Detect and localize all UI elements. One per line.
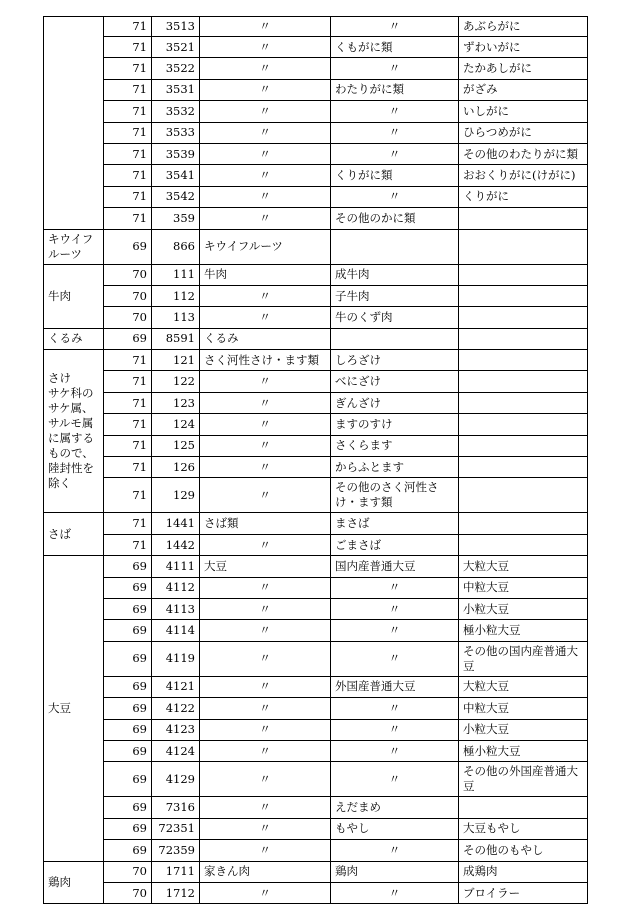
table-row xyxy=(44,577,588,598)
table-body xyxy=(44,17,588,904)
table-row xyxy=(44,208,588,229)
table-row xyxy=(44,350,588,371)
statistics-code-cell: 71 xyxy=(104,435,152,456)
category-cell: 〃 xyxy=(200,797,331,818)
variety-cell: くりがに xyxy=(459,186,588,207)
statistics-code-cell: 71 xyxy=(104,513,152,534)
subcategory-cell: 成牛肉 xyxy=(331,264,459,285)
statistics-code-cell: 69 xyxy=(104,740,152,761)
category-cell: 〃 xyxy=(200,414,331,435)
category-cell: 〃 xyxy=(200,285,331,306)
item-code-cell: 3533 xyxy=(152,122,200,143)
statistics-code-cell: 71 xyxy=(104,414,152,435)
table-row xyxy=(44,797,588,818)
variety-cell xyxy=(459,350,588,371)
item-code-cell: 122 xyxy=(152,371,200,392)
subcategory-cell: くもがに類 xyxy=(331,37,459,58)
statistics-code-cell: 69 xyxy=(104,556,152,577)
table-row xyxy=(44,620,588,641)
table-row xyxy=(44,762,588,797)
subcategory-cell xyxy=(331,229,459,264)
item-code-cell: 3539 xyxy=(152,143,200,164)
subcategory-cell: 〃 xyxy=(331,17,459,37)
statistics-code-cell: 71 xyxy=(104,37,152,58)
category-cell: 〃 xyxy=(200,58,331,79)
table-row xyxy=(44,101,588,122)
subcategory-cell: 〃 xyxy=(331,740,459,761)
statistics-code-cell: 71 xyxy=(104,17,152,37)
table-row xyxy=(44,229,588,264)
variety-cell: いしがに xyxy=(459,101,588,122)
table-row xyxy=(44,392,588,413)
item-code-cell: 4113 xyxy=(152,598,200,619)
statistics-code-cell: 71 xyxy=(104,208,152,229)
item-code-cell: 1711 xyxy=(152,861,200,882)
table-row xyxy=(44,719,588,740)
item-code-cell: 4129 xyxy=(152,762,200,797)
category-cell: 〃 xyxy=(200,598,331,619)
variety-cell: 大粒大豆 xyxy=(459,556,588,577)
item-code-cell: 4119 xyxy=(152,641,200,676)
variety-cell xyxy=(459,797,588,818)
table-row xyxy=(44,457,588,478)
statistics-code-cell: 71 xyxy=(104,122,152,143)
item-name-cell: キウイフルーツ xyxy=(44,229,104,264)
table-row xyxy=(44,818,588,839)
variety-cell xyxy=(459,328,588,349)
variety-cell: 大粒大豆 xyxy=(459,676,588,697)
category-cell: 家きん肉 xyxy=(200,861,331,882)
table-row xyxy=(44,840,588,861)
item-code-cell: 7316 xyxy=(152,797,200,818)
item-code-cell: 113 xyxy=(152,307,200,328)
variety-cell: ひらつめがに xyxy=(459,122,588,143)
item-code-cell: 112 xyxy=(152,285,200,306)
statistics-code-cell: 71 xyxy=(104,478,152,513)
variety-cell xyxy=(459,307,588,328)
subcategory-cell: ぎんざけ xyxy=(331,392,459,413)
table-row xyxy=(44,143,588,164)
item-code-cell: 111 xyxy=(152,264,200,285)
item-name-cell: くるみ xyxy=(44,328,104,349)
table-row xyxy=(44,285,588,306)
subcategory-cell: くりがに類 xyxy=(331,165,459,186)
category-cell: さく河性さけ・ます類 xyxy=(200,350,331,371)
subcategory-cell: さくらます xyxy=(331,435,459,456)
subcategory-cell: 〃 xyxy=(331,577,459,598)
table-row xyxy=(44,58,588,79)
subcategory-cell: べにざけ xyxy=(331,371,459,392)
variety-cell: ブロイラー xyxy=(459,882,588,903)
item-code-cell: 3521 xyxy=(152,37,200,58)
item-code-cell: 3541 xyxy=(152,165,200,186)
variety-cell xyxy=(459,264,588,285)
statistics-code-cell: 71 xyxy=(104,186,152,207)
item-name-cell: さけ サケ科のサケ属、サルモ属に属するもので、陸封性を除く xyxy=(44,350,104,513)
statistics-code-cell: 71 xyxy=(104,79,152,100)
subcategory-cell: 〃 xyxy=(331,840,459,861)
subcategory-cell: 〃 xyxy=(331,101,459,122)
variety-cell xyxy=(459,534,588,555)
variety-cell: おおくりがに(けがに) xyxy=(459,165,588,186)
subcategory-cell: えだまめ xyxy=(331,797,459,818)
subcategory-cell: ますのすけ xyxy=(331,414,459,435)
category-cell: 〃 xyxy=(200,307,331,328)
subcategory-cell: 〃 xyxy=(331,620,459,641)
subcategory-cell: もやし xyxy=(331,818,459,839)
category-cell: 〃 xyxy=(200,208,331,229)
variety-cell xyxy=(459,285,588,306)
statistics-code-cell: 69 xyxy=(104,328,152,349)
subcategory-cell: 外国産普通大豆 xyxy=(331,676,459,697)
category-cell: 〃 xyxy=(200,620,331,641)
category-cell: さば類 xyxy=(200,513,331,534)
category-cell: 〃 xyxy=(200,17,331,37)
variety-cell xyxy=(459,414,588,435)
table-row xyxy=(44,698,588,719)
statistics-code-cell: 70 xyxy=(104,307,152,328)
item-name-cell xyxy=(44,17,104,230)
category-cell: くるみ xyxy=(200,328,331,349)
category-cell: 〃 xyxy=(200,122,331,143)
subcategory-cell: 〃 xyxy=(331,641,459,676)
category-cell: 〃 xyxy=(200,37,331,58)
statistics-code-cell: 71 xyxy=(104,165,152,186)
category-cell: 〃 xyxy=(200,165,331,186)
variety-cell: あぶらがに xyxy=(459,17,588,37)
variety-cell: 極小粒大豆 xyxy=(459,620,588,641)
item-code-cell: 3531 xyxy=(152,79,200,100)
table-row xyxy=(44,37,588,58)
subcategory-cell: 〃 xyxy=(331,598,459,619)
statistics-code-cell: 71 xyxy=(104,350,152,371)
category-cell: 〃 xyxy=(200,457,331,478)
category-cell: 〃 xyxy=(200,577,331,598)
statistics-code-cell: 70 xyxy=(104,861,152,882)
variety-cell: 大豆もやし xyxy=(459,818,588,839)
subcategory-cell: わたりがに類 xyxy=(331,79,459,100)
item-code-cell: 4121 xyxy=(152,676,200,697)
variety-cell xyxy=(459,371,588,392)
table-row xyxy=(44,328,588,349)
table-row xyxy=(44,740,588,761)
subcategory-cell: 〃 xyxy=(331,882,459,903)
statistics-code-cell: 71 xyxy=(104,143,152,164)
category-cell: 〃 xyxy=(200,534,331,555)
table-row xyxy=(44,513,588,534)
subcategory-cell: からふとます xyxy=(331,457,459,478)
item-code-cell: 3532 xyxy=(152,101,200,122)
category-cell: 〃 xyxy=(200,818,331,839)
table-row xyxy=(44,676,588,697)
statistics-code-cell: 69 xyxy=(104,620,152,641)
category-cell: 〃 xyxy=(200,478,331,513)
table-row xyxy=(44,307,588,328)
category-cell: 〃 xyxy=(200,719,331,740)
table-row xyxy=(44,435,588,456)
category-cell: 〃 xyxy=(200,698,331,719)
statistics-code-cell: 71 xyxy=(104,58,152,79)
statistics-code-cell: 71 xyxy=(104,534,152,555)
variety-cell: たかあしがに xyxy=(459,58,588,79)
variety-cell xyxy=(459,478,588,513)
item-code-cell: 4111 xyxy=(152,556,200,577)
subcategory-cell: 〃 xyxy=(331,122,459,143)
statistics-code-cell: 70 xyxy=(104,285,152,306)
item-code-cell: 4114 xyxy=(152,620,200,641)
category-cell: 〃 xyxy=(200,143,331,164)
table-row xyxy=(44,534,588,555)
variety-cell: 極小粒大豆 xyxy=(459,740,588,761)
subcategory-cell: しろざけ xyxy=(331,350,459,371)
category-cell: 〃 xyxy=(200,186,331,207)
statistics-code-cell: 71 xyxy=(104,101,152,122)
table-row xyxy=(44,861,588,882)
item-code-cell: 129 xyxy=(152,478,200,513)
statistics-code-cell: 71 xyxy=(104,371,152,392)
variety-cell: 小粒大豆 xyxy=(459,719,588,740)
category-cell: 〃 xyxy=(200,882,331,903)
subcategory-cell: その他のかに類 xyxy=(331,208,459,229)
item-code-cell: 126 xyxy=(152,457,200,478)
subcategory-cell: 〃 xyxy=(331,186,459,207)
subcategory-cell: まさば xyxy=(331,513,459,534)
code-table xyxy=(43,16,588,904)
variety-cell: その他の外国産普通大豆 xyxy=(459,762,588,797)
item-code-cell: 3522 xyxy=(152,58,200,79)
table-row xyxy=(44,641,588,676)
category-cell: 〃 xyxy=(200,392,331,413)
variety-cell xyxy=(459,208,588,229)
item-code-cell: 121 xyxy=(152,350,200,371)
subcategory-cell xyxy=(331,328,459,349)
category-cell: 〃 xyxy=(200,762,331,797)
statistics-code-cell: 69 xyxy=(104,719,152,740)
category-cell: 牛肉 xyxy=(200,264,331,285)
variety-cell: その他のもやし xyxy=(459,840,588,861)
variety-cell xyxy=(459,457,588,478)
table-row xyxy=(44,79,588,100)
statistics-code-cell: 69 xyxy=(104,676,152,697)
subcategory-cell: 子牛肉 xyxy=(331,285,459,306)
item-code-cell: 4124 xyxy=(152,740,200,761)
subcategory-cell: 〃 xyxy=(331,762,459,797)
table-row xyxy=(44,882,588,903)
item-code-cell: 4122 xyxy=(152,698,200,719)
variety-cell xyxy=(459,229,588,264)
category-cell: 〃 xyxy=(200,676,331,697)
item-code-cell: 3542 xyxy=(152,186,200,207)
variety-cell: 中粒大豆 xyxy=(459,698,588,719)
statistics-code-cell: 69 xyxy=(104,641,152,676)
statistics-code-cell: 69 xyxy=(104,840,152,861)
category-cell: 〃 xyxy=(200,740,331,761)
table-row xyxy=(44,264,588,285)
table-row xyxy=(44,478,588,513)
item-code-cell: 72359 xyxy=(152,840,200,861)
subcategory-cell: 〃 xyxy=(331,58,459,79)
table-row xyxy=(44,17,588,37)
variety-cell xyxy=(459,435,588,456)
subcategory-cell: 〃 xyxy=(331,719,459,740)
item-code-cell: 359 xyxy=(152,208,200,229)
subcategory-cell: 〃 xyxy=(331,698,459,719)
variety-cell: その他の国内産普通大豆 xyxy=(459,641,588,676)
subcategory-cell: ごまさば xyxy=(331,534,459,555)
category-cell: 〃 xyxy=(200,101,331,122)
category-cell: 〃 xyxy=(200,79,331,100)
item-code-cell: 4112 xyxy=(152,577,200,598)
item-name-cell: 大豆 xyxy=(44,556,104,861)
subcategory-cell: その他のさく河性さけ・ます類 xyxy=(331,478,459,513)
category-cell: 大豆 xyxy=(200,556,331,577)
item-name-cell: 鶏肉 xyxy=(44,861,104,904)
item-code-cell: 1442 xyxy=(152,534,200,555)
item-code-cell: 8591 xyxy=(152,328,200,349)
statistics-code-cell: 69 xyxy=(104,797,152,818)
item-code-cell: 4123 xyxy=(152,719,200,740)
subcategory-cell: 国内産普通大豆 xyxy=(331,556,459,577)
item-code-cell: 866 xyxy=(152,229,200,264)
variety-cell xyxy=(459,513,588,534)
item-code-cell: 1441 xyxy=(152,513,200,534)
statistics-code-cell: 70 xyxy=(104,882,152,903)
variety-cell xyxy=(459,392,588,413)
category-cell: 〃 xyxy=(200,371,331,392)
item-name-cell: 牛肉 xyxy=(44,264,104,328)
subcategory-cell: 〃 xyxy=(331,143,459,164)
variety-cell: 成鶏肉 xyxy=(459,861,588,882)
item-code-cell: 124 xyxy=(152,414,200,435)
variety-cell: がざみ xyxy=(459,79,588,100)
statistics-code-cell: 71 xyxy=(104,457,152,478)
variety-cell: 小粒大豆 xyxy=(459,598,588,619)
item-name-cell: さば xyxy=(44,513,104,556)
table-row xyxy=(44,122,588,143)
variety-cell: ずわいがに xyxy=(459,37,588,58)
variety-cell: その他のわたりがに類 xyxy=(459,143,588,164)
statistics-code-cell: 69 xyxy=(104,229,152,264)
category-cell: 〃 xyxy=(200,840,331,861)
item-code-cell: 125 xyxy=(152,435,200,456)
subcategory-cell: 牛のくず肉 xyxy=(331,307,459,328)
variety-cell: 中粒大豆 xyxy=(459,577,588,598)
table-row xyxy=(44,414,588,435)
item-code-cell: 72351 xyxy=(152,818,200,839)
statistics-code-cell: 69 xyxy=(104,818,152,839)
item-code-cell: 1712 xyxy=(152,882,200,903)
item-code-cell: 123 xyxy=(152,392,200,413)
item-code-cell: 3513 xyxy=(152,17,200,37)
category-cell: 〃 xyxy=(200,435,331,456)
table-row xyxy=(44,371,588,392)
statistics-code-cell: 69 xyxy=(104,598,152,619)
statistics-code-cell: 71 xyxy=(104,392,152,413)
statistics-code-cell: 70 xyxy=(104,264,152,285)
table-row xyxy=(44,556,588,577)
table-row xyxy=(44,165,588,186)
category-cell: 〃 xyxy=(200,641,331,676)
table-row xyxy=(44,598,588,619)
table-row xyxy=(44,186,588,207)
statistics-code-cell: 69 xyxy=(104,577,152,598)
category-cell: キウイフルーツ xyxy=(200,229,331,264)
statistics-code-cell: 69 xyxy=(104,762,152,797)
statistics-code-cell: 69 xyxy=(104,698,152,719)
subcategory-cell: 鶏肉 xyxy=(331,861,459,882)
